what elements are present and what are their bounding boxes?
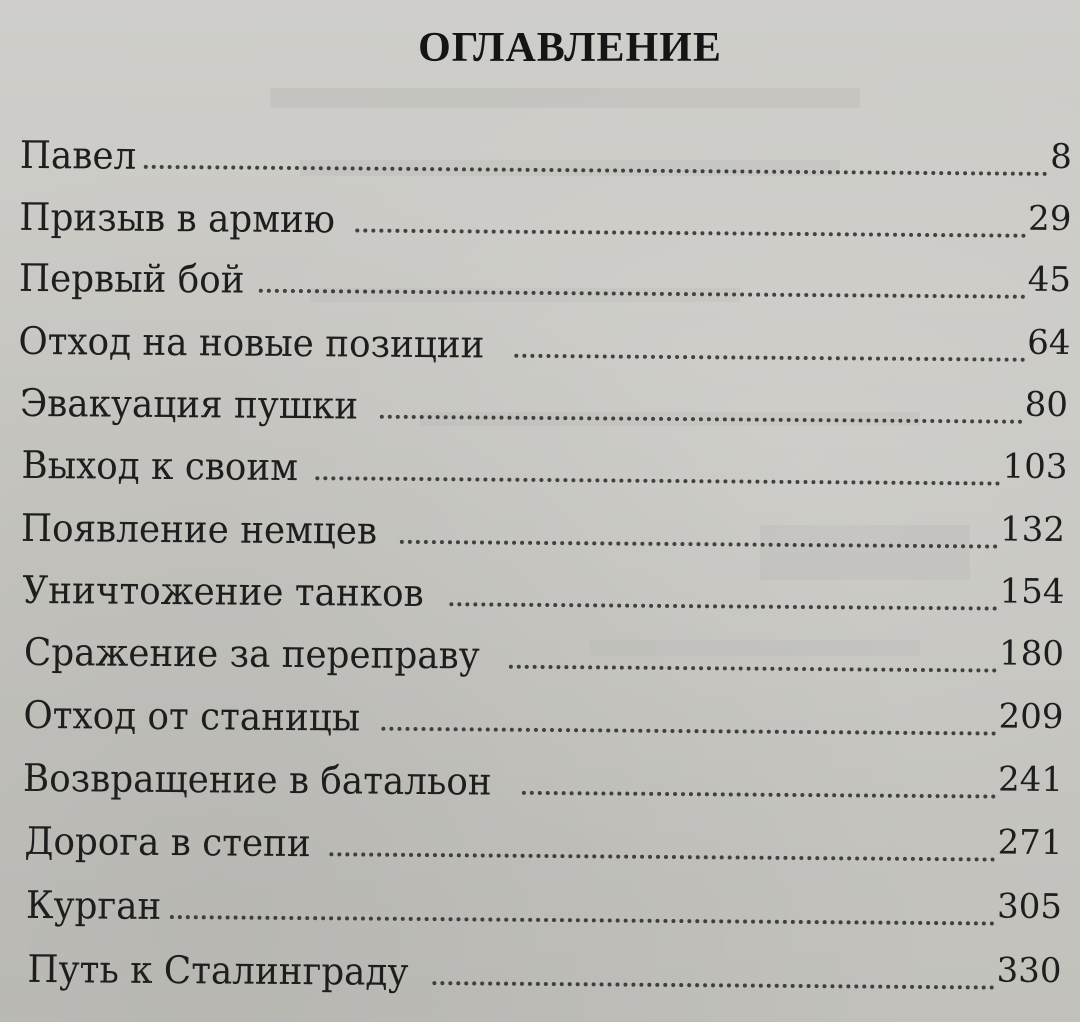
toc-entry [26, 880, 1062, 938]
toc-entry-page: 80 [1024, 384, 1069, 426]
dot-leader [449, 602, 997, 610]
dot-leader [380, 415, 1023, 424]
toc-entry-page: 209 [998, 696, 1064, 738]
toc-entry-title: Отход от станицы [23, 692, 361, 740]
toc-entry-title: Отход на новые позиции [18, 318, 485, 367]
toc-entry-title: Возвращение в батальон [22, 755, 492, 804]
toc-entry [23, 753, 1063, 811]
toc-entry-page: 271 [997, 822, 1063, 864]
toc-entry [23, 690, 1063, 748]
toc-entry-page: 64 [1027, 322, 1071, 364]
toc-entry [21, 440, 1067, 498]
toc-entry [19, 253, 1071, 311]
toc-entry [20, 378, 1068, 436]
dot-leader [514, 354, 1025, 362]
dot-leader [259, 289, 1026, 299]
dot-leader [509, 665, 997, 673]
toc-entry-title: Уничтожение танков [22, 567, 424, 616]
toc-entry-page: 8 [1050, 136, 1073, 178]
toc-entry-title: Сражение за переправу [23, 629, 480, 678]
dot-leader [355, 228, 1026, 237]
toc-entry [20, 130, 1072, 188]
dot-leader [433, 981, 995, 989]
dot-leader [316, 476, 1001, 485]
dot-leader [170, 915, 995, 925]
dot-leader [144, 165, 1049, 176]
toc-entry-title: Призыв в армию [19, 194, 336, 242]
toc-entry-title: Появление немцев [20, 505, 378, 553]
toc-entry-page: 45 [1027, 259, 1072, 301]
toc-entry [24, 816, 1062, 874]
toc-entry-title: Эвакуация пушки [19, 380, 359, 428]
toc-entry-page: 241 [997, 759, 1064, 801]
toc-entry-title: Курган [25, 882, 162, 928]
toc-entry-title: Дорога в степи [24, 818, 311, 866]
toc-entry-page: 103 [1002, 446, 1068, 488]
toc-entry-page: 305 [996, 886, 1063, 928]
toc-entry [18, 316, 1070, 374]
toc-entry [19, 192, 1071, 250]
toc-entry-title: Павел [19, 132, 137, 178]
toc-entry-page: 330 [996, 950, 1062, 992]
dot-leader [400, 540, 998, 549]
toc-entry-page: 29 [1027, 198, 1072, 240]
toc-entry-title: Выход к своим [21, 442, 299, 490]
toc-entry [24, 627, 1064, 685]
toc-entry-title: Первый бой [18, 255, 245, 302]
toc-entry-page: 154 [999, 571, 1065, 613]
dot-leader [382, 727, 997, 736]
dot-leader [329, 852, 996, 861]
toc-entry-page: 132 [999, 509, 1066, 551]
toc-entry-title: Путь к Сталинграду [27, 946, 409, 994]
toc-entry [27, 944, 1061, 1002]
toc-entry [21, 503, 1065, 561]
toc-heading: ОГЛАВЛЕНИЕ [418, 25, 722, 71]
toc-entry-page: 180 [998, 633, 1065, 675]
dot-leader [522, 791, 996, 799]
toc-entry [22, 565, 1064, 623]
